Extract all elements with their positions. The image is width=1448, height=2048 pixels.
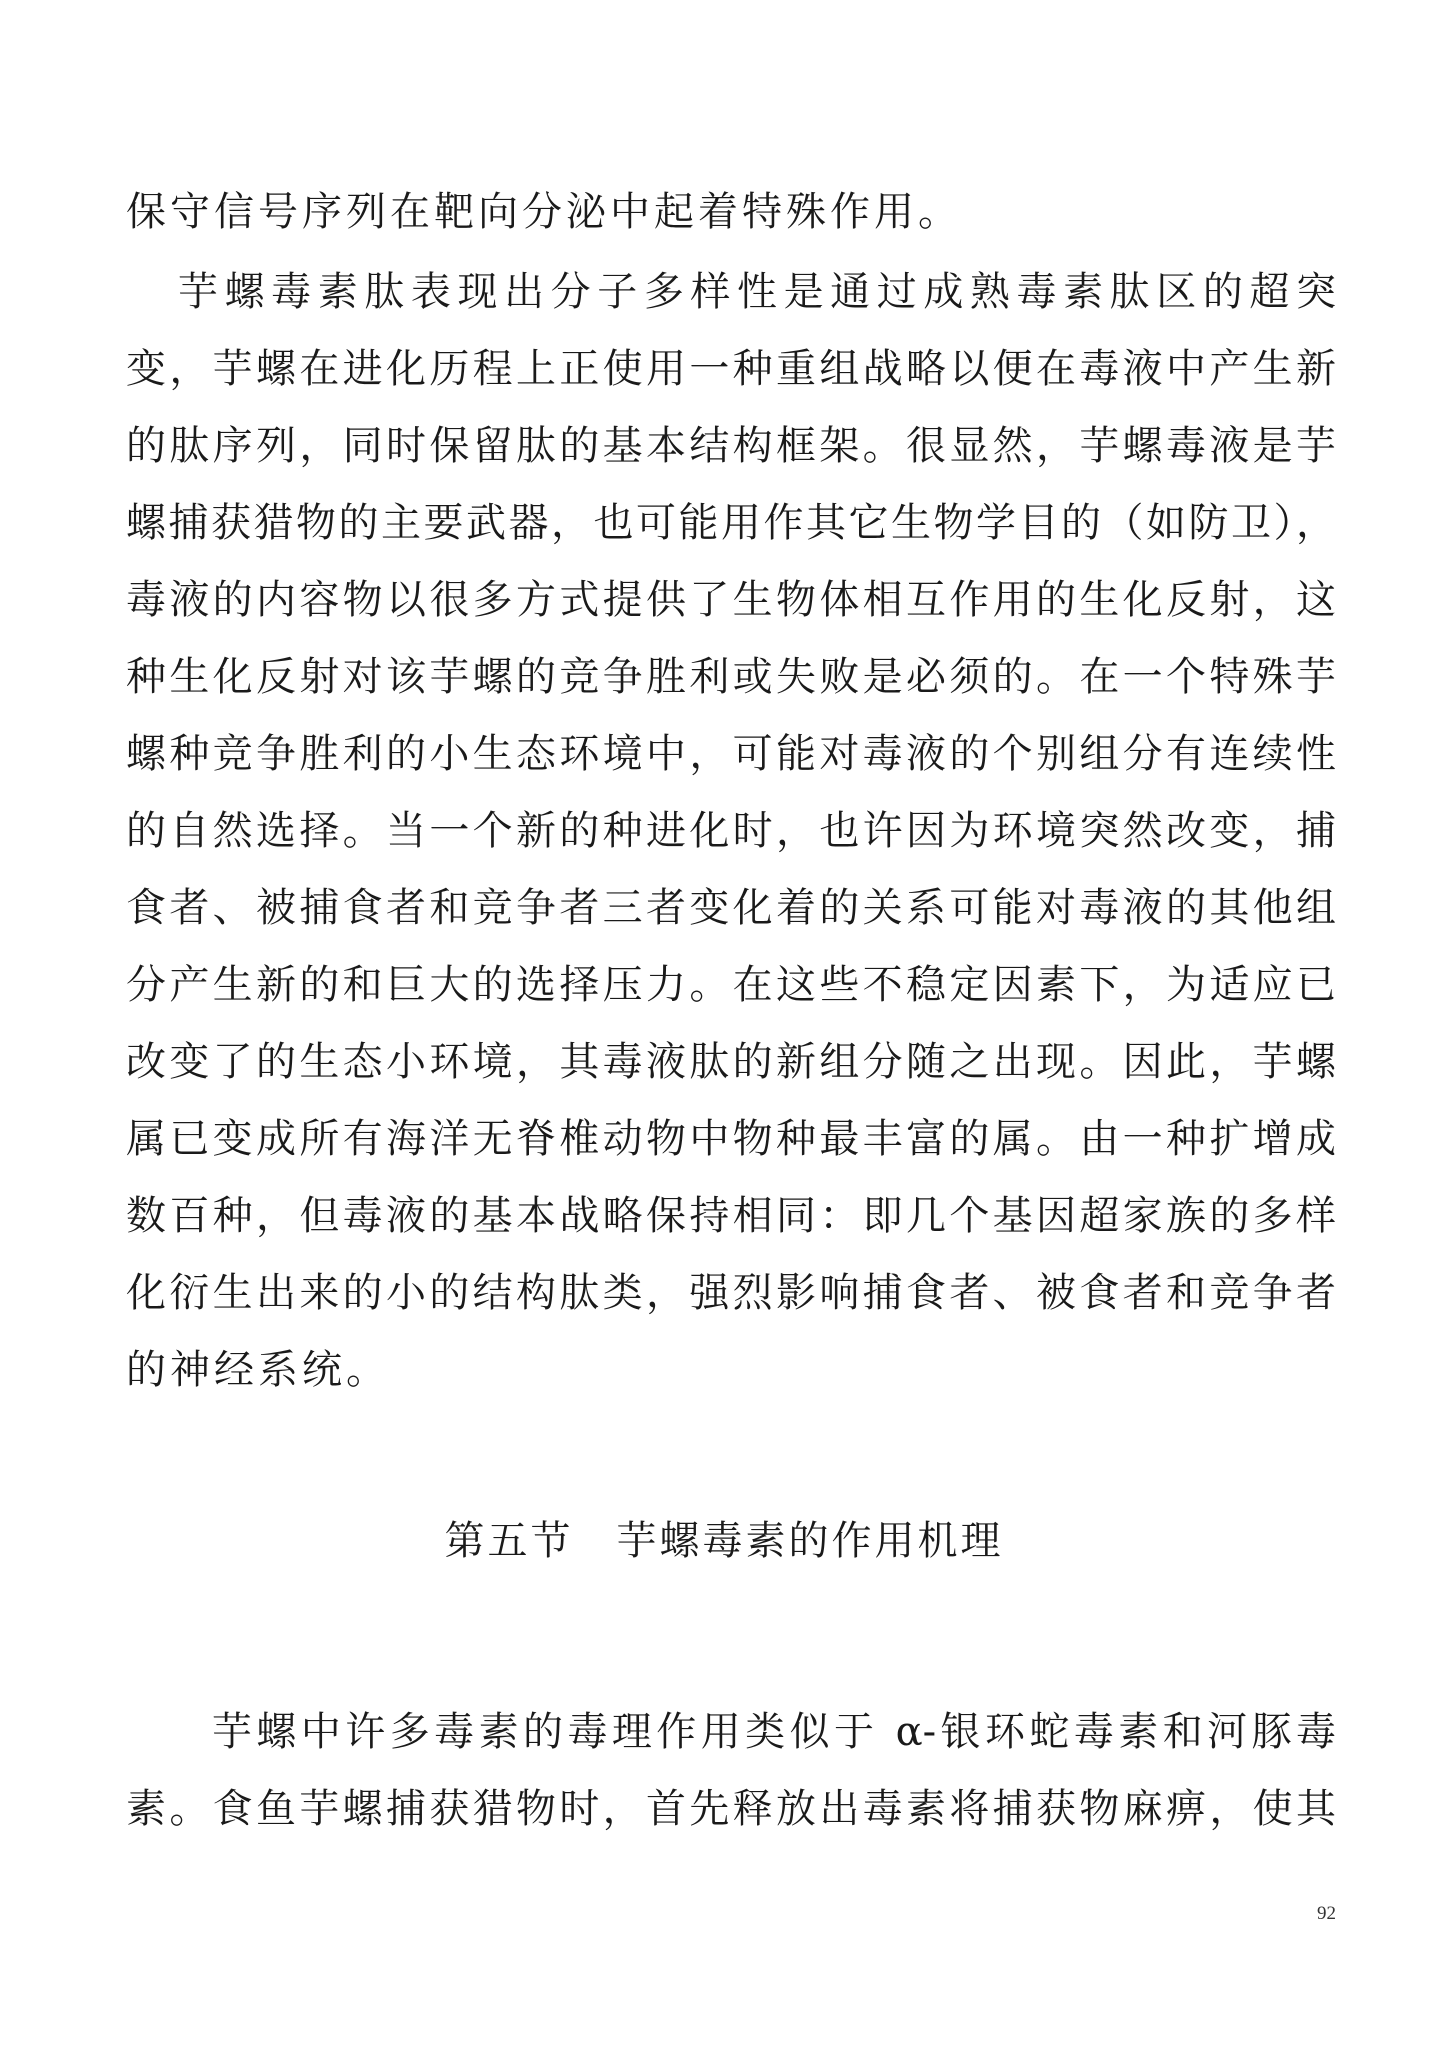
paragraph-2-line-10: 分产生新的和巨大的选择压力。在这些不稳定因素下，为适应已 [126,962,1336,1008]
paragraph-2-line-13: 数百种，但毒液的基本战略保持相同：即几个基因超家族的多样 [126,1193,1336,1239]
paragraph-2-line-6: 种生化反射对该芋螺的竞争胜利或失败是必须的。在一个特殊芋 [126,654,1336,700]
paragraph-2-line-15: 的神经系统。 [126,1347,390,1393]
paragraph-2-line-7: 螺种竞争胜利的小生态环境中，可能对毒液的个别组分有连续性 [126,731,1336,777]
section-heading: 第五节 芋螺毒素的作用机理 [444,1518,1004,1564]
paragraph-2-line-3: 的肽序列，同时保留肽的基本结构框架。很显然，芋螺毒液是芋 [126,423,1336,469]
paragraph-2-line-2: 变，芋螺在进化历程上正使用一种重组战略以便在毒液中产生新 [126,346,1336,392]
paragraph-2-line-1: 芋螺毒素肽表现出分子多样性是通过成熟毒素肽区的超突 [178,269,1336,315]
paragraph-2-line-4: 螺捕获猎物的主要武器，也可能用作其它生物学目的（如防卫）， [126,500,1336,546]
paragraph-2-line-5: 毒液的内容物以很多方式提供了生物体相互作用的生化反射，这 [126,577,1336,623]
paragraph-2-line-14: 化衍生出来的小的结构肽类，强烈影响捕食者、被食者和竞争者 [126,1270,1336,1316]
paragraph-1-line-1: 保守信号序列在靶向分泌中起着特殊作用。 [126,189,962,235]
page-number: 92 [1317,1903,1336,1924]
paragraph-2-line-9: 食者、被捕食者和竞争者三者变化着的关系可能对毒液的其他组 [126,885,1336,931]
paragraph-2-line-8: 的自然选择。当一个新的种进化时，也许因为环境突然改变，捕 [126,808,1336,854]
paragraph-3-line-2: 素。食鱼芋螺捕获猎物时，首先释放出毒素将捕获物麻痹，使其 [126,1786,1336,1832]
paragraph-2-line-12: 属已变成所有海洋无脊椎动物中物种最丰富的属。由一种扩增成 [126,1116,1336,1162]
paragraph-2-line-11: 改变了的生态小环境，其毒液肽的新组分随之出现。因此，芋螺 [126,1039,1336,1085]
paragraph-3-line-1: 芋螺中许多毒素的毒理作用类似于 α-银环蛇毒素和河豚毒 [212,1709,1336,1755]
